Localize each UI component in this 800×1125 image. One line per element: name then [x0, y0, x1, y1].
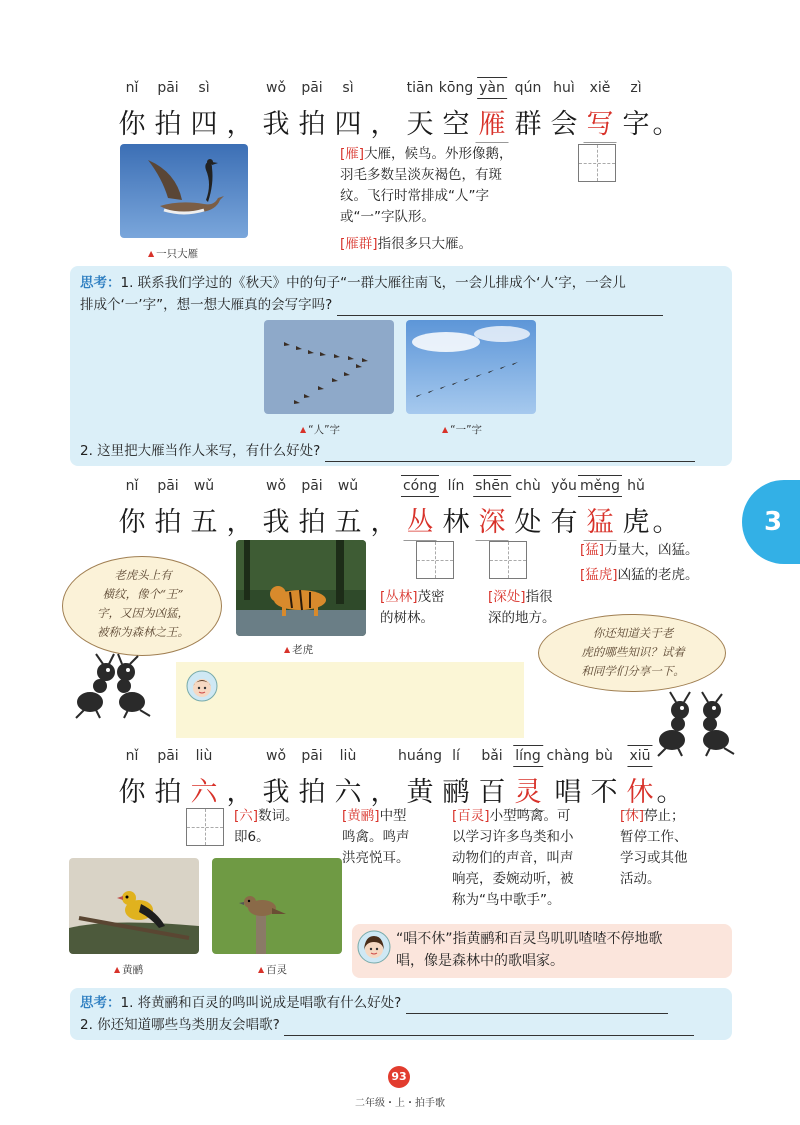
- writing-grid: [578, 144, 616, 182]
- gloss-text: 称为“鸟中歌手”。: [452, 892, 561, 908]
- writing-grid: [416, 541, 454, 579]
- pinyin: wǔ: [337, 478, 359, 494]
- geese-ren-caption: ▲ “人”字: [300, 422, 340, 437]
- verse-2: [0, 478, 800, 538]
- geese-yi-photo: [406, 320, 536, 414]
- verse-char: ，: [226, 777, 254, 808]
- answer-area[interactable]: [176, 662, 524, 738]
- think-label: 思考：: [80, 275, 121, 291]
- bubble-right-text: [546, 624, 720, 681]
- verse-char: 有: [550, 507, 578, 538]
- think-2: [80, 992, 730, 1036]
- verse-char: ，: [226, 507, 254, 538]
- gloss-text: 大雁，候鸟。外形像鹅，: [364, 146, 513, 162]
- answer-line[interactable]: [325, 448, 695, 462]
- gloss-term: [ 丛林 ]: [380, 589, 418, 605]
- verse-char: 灵: [515, 770, 542, 809]
- verse-char: 。: [652, 109, 680, 140]
- gloss-term: [ 雁 ]: [340, 146, 364, 162]
- page-number: 93: [388, 1066, 410, 1088]
- gloss-term: [ 黄鹂 ]: [342, 808, 380, 824]
- question-text: 2. 这里把大雁当作人来写，有什么好处?: [80, 443, 321, 459]
- verse-char: ，: [226, 109, 254, 140]
- geese-ren-photo: [264, 320, 394, 414]
- pinyin: chàng: [546, 748, 590, 764]
- pinyin: kōng: [438, 80, 474, 96]
- pinyin: wǒ: [265, 80, 287, 96]
- lark-caption: ▲ 百灵: [258, 962, 287, 977]
- glossary-bailing: [452, 806, 612, 911]
- verse-char: 拍: [298, 507, 326, 538]
- gloss-text: 纹。飞行时常排成“人”字: [340, 188, 489, 204]
- verse-char: 字: [622, 109, 650, 140]
- pinyin: huáng: [397, 748, 443, 764]
- gloss-term: [ 六 ]: [234, 808, 258, 824]
- pinyin: nǐ: [125, 748, 139, 764]
- pinyin: zì: [630, 80, 642, 96]
- verse-char: 拍: [298, 109, 326, 140]
- geese-yi-illustration: [406, 320, 536, 414]
- pinyin: wǒ: [265, 478, 287, 494]
- verse-char: 百: [478, 777, 506, 808]
- question-text: 1. 将黄鹂和百灵的鸣叫说成是唱歌有什么好处?: [120, 995, 402, 1011]
- verse-char: 不: [590, 777, 618, 808]
- verse-char: 鹂: [442, 777, 470, 808]
- verse-char: 深: [479, 500, 506, 539]
- pinyin: sì: [342, 80, 354, 96]
- verse-char: ，: [370, 777, 398, 808]
- note-text: [396, 928, 730, 972]
- verse-1: [0, 80, 800, 140]
- oriole-photo: [69, 858, 199, 954]
- gloss-text: 动物们的声音，叫声: [452, 850, 574, 866]
- glossary-yan: [340, 144, 570, 255]
- tiger-illustration: [236, 540, 366, 636]
- pinyin: liù: [195, 748, 213, 764]
- pinyin: bù: [595, 748, 613, 764]
- gloss-text: 的树林。: [380, 610, 434, 626]
- verse-char: 六: [191, 770, 218, 809]
- verse-char: 。: [652, 507, 680, 538]
- verse-char: ，: [370, 109, 398, 140]
- question-text: 2. 你还知道哪些鸟类朋友会唱歌?: [80, 1017, 280, 1033]
- oriole-illustration: [69, 858, 199, 954]
- verse-char: 四: [334, 109, 362, 140]
- pinyin: huì: [553, 80, 575, 96]
- geese-yi-caption: ▲ “一”字: [442, 422, 482, 437]
- lark-photo: [212, 858, 342, 954]
- bubble-line: 字，又因为凶猛，: [97, 606, 189, 620]
- gloss-text: 中型: [379, 808, 407, 824]
- goose-photo: [120, 144, 248, 238]
- note-line: 唱，像是森林中的歌唱家。: [396, 953, 564, 969]
- pinyin: wǒ: [265, 748, 287, 764]
- verse-char: 拍: [298, 777, 326, 808]
- tiger-caption: ▲ 老虎: [284, 642, 313, 657]
- gloss-text: 深的地方。: [488, 610, 556, 626]
- chapter-tab: 3: [742, 480, 800, 564]
- pinyin: yǒu: [551, 478, 577, 494]
- pinyin: pāi: [301, 478, 323, 494]
- child-avatar-icon: [186, 670, 218, 702]
- pinyin: pāi: [157, 748, 179, 764]
- oriole-caption: ▲ 黄鹂: [114, 962, 143, 977]
- pinyin: xiě: [589, 80, 611, 96]
- verse-char: 五: [190, 507, 218, 538]
- verse-char: 休: [627, 770, 654, 809]
- gloss-text: 即6。: [234, 829, 270, 845]
- verse-char: 写: [587, 102, 614, 141]
- verse-char: 黄: [406, 777, 434, 808]
- glossary-conglin: [380, 587, 480, 629]
- verse-char: 我: [262, 507, 290, 538]
- bubble-line: 被称为森林之王。: [97, 625, 189, 639]
- verse-char: 六: [334, 777, 362, 808]
- pinyin: qún: [514, 80, 542, 96]
- pinyin: chù: [515, 478, 541, 494]
- pinyin: líng: [515, 748, 541, 764]
- bubble-line: 你还知道关于老: [592, 626, 674, 640]
- pinyin: xiū: [629, 748, 651, 764]
- gloss-text: 学习或其他: [620, 850, 688, 866]
- gloss-text: 活动。: [620, 871, 661, 887]
- verse-char: 你: [118, 777, 146, 808]
- gloss-text: 响亮，委婉动听，被: [452, 871, 574, 887]
- question-text: 1. 联系我们学过的《秋天》中的句子“一群大雁往南飞，一会儿排成个‘人’字，一会儿: [120, 275, 626, 291]
- verse-char: 天: [406, 109, 434, 140]
- lark-illustration: [212, 858, 342, 954]
- pinyin: lín: [447, 478, 465, 494]
- bubble-line: 横纹，像个“王”: [102, 587, 184, 601]
- bubble-line: 虎的哪些知识？试着: [581, 645, 685, 659]
- geese-ren-illustration: [264, 320, 394, 414]
- pinyin: tiān: [406, 80, 434, 96]
- footer-label: 二年级・上・拍手歌: [355, 1098, 445, 1109]
- verse-char: 拍: [154, 507, 182, 538]
- pinyin: nǐ: [125, 478, 139, 494]
- pinyin: pāi: [157, 80, 179, 96]
- verse-char: 你: [118, 109, 146, 140]
- verse-char: 丛: [407, 500, 434, 539]
- pinyin: lí: [452, 748, 460, 764]
- gloss-text: 力量大，凶猛。: [604, 542, 699, 558]
- writing-grid: [489, 541, 527, 579]
- glossary-liu: [234, 806, 334, 848]
- gloss-text: 茂密: [417, 589, 445, 605]
- gloss-term: [ 猛 ]: [580, 542, 604, 558]
- goose-caption: ▲ 一只大雁: [148, 246, 198, 261]
- pinyin: pāi: [301, 80, 323, 96]
- bubble-line: 和同学们分享一下。: [581, 664, 685, 678]
- pinyin: cóng: [402, 478, 438, 494]
- pinyin: sì: [198, 80, 210, 96]
- gloss-text: 暂停工作、: [620, 829, 688, 845]
- bubble-line: 老虎头上有: [114, 568, 172, 582]
- verse-char: 拍: [154, 109, 182, 140]
- verse-char: 。: [656, 777, 684, 808]
- gloss-term: [ 深处 ]: [488, 589, 526, 605]
- gloss-term: [ 雁群 ]: [340, 236, 378, 252]
- pinyin: yàn: [479, 80, 505, 96]
- answer-line[interactable]: [406, 1000, 668, 1014]
- verse-char: 空: [442, 109, 470, 140]
- gloss-term: [ 百灵 ]: [452, 808, 490, 824]
- verse-char: 你: [118, 507, 146, 538]
- ant-characters-icon: [70, 650, 162, 720]
- gloss-text: 指很多只大雁。: [377, 236, 473, 252]
- verse-char: 四: [190, 109, 218, 140]
- pinyin: pāi: [157, 478, 179, 494]
- glossary-meng: [580, 540, 750, 586]
- glossary-xiu: [620, 806, 730, 890]
- verse-char: 会: [550, 109, 578, 140]
- gloss-text: 小型鸣禽。可: [489, 808, 571, 824]
- gloss-term: [ 休 ]: [620, 808, 644, 824]
- verse-char: 群: [514, 109, 542, 140]
- pinyin: měng: [579, 478, 621, 494]
- pinyin: pāi: [301, 748, 323, 764]
- verse-char: 我: [262, 777, 290, 808]
- verse-char: 拍: [154, 777, 182, 808]
- writing-grid: [186, 808, 224, 846]
- girl-avatar-icon: [357, 930, 391, 964]
- gloss-text: 羽毛多数呈淡灰褐色，有斑: [340, 167, 502, 183]
- gloss-text: 指很: [525, 589, 553, 605]
- gloss-text: 数词。: [258, 808, 299, 824]
- think-1-q2: [80, 440, 730, 462]
- verse-char: 唱: [554, 777, 582, 808]
- think-label: 思考：: [80, 995, 121, 1011]
- verse-3: [0, 748, 800, 808]
- gloss-text: 凶猛的老虎。: [617, 567, 699, 583]
- answer-line[interactable]: [284, 1022, 694, 1036]
- goose-illustration: [120, 144, 248, 238]
- gloss-term: [ 猛虎 ]: [580, 567, 618, 583]
- question-text: 排成个‘一’字”，想一想大雁真的会写字吗?: [80, 297, 333, 313]
- glossary-huangli: [342, 806, 442, 869]
- verse-char: 林: [442, 507, 470, 538]
- bubble-left-text: [70, 566, 216, 642]
- think-1-q1: [80, 272, 730, 316]
- gloss-text: 或“一”字队形。: [340, 209, 435, 225]
- pinyin: hǔ: [627, 478, 645, 494]
- verse-char: 五: [334, 507, 362, 538]
- verse-char: 处: [514, 507, 542, 538]
- verse-char: ，: [370, 507, 398, 538]
- verse-char: 猛: [587, 500, 614, 539]
- tiger-photo: [236, 540, 366, 636]
- gloss-text: 以学习许多鸟类和小: [452, 829, 574, 845]
- pinyin: wǔ: [193, 478, 215, 494]
- gloss-text: 洪亮悦耳。: [342, 850, 410, 866]
- verse-char: 虎: [622, 507, 650, 538]
- pinyin: liù: [339, 748, 357, 764]
- pinyin: shēn: [475, 478, 509, 494]
- answer-line[interactable]: [337, 302, 663, 316]
- note-line: “唱不休”指黄鹂和百灵鸟叽叽喳喳不停地歌: [396, 931, 663, 947]
- gloss-text: 鸣禽。鸣声: [342, 829, 410, 845]
- pinyin: nǐ: [125, 80, 139, 96]
- gloss-text: 停止；: [644, 808, 685, 824]
- verse-char: 雁: [479, 102, 506, 141]
- verse-char: 我: [262, 109, 290, 140]
- pinyin: bǎi: [481, 748, 503, 764]
